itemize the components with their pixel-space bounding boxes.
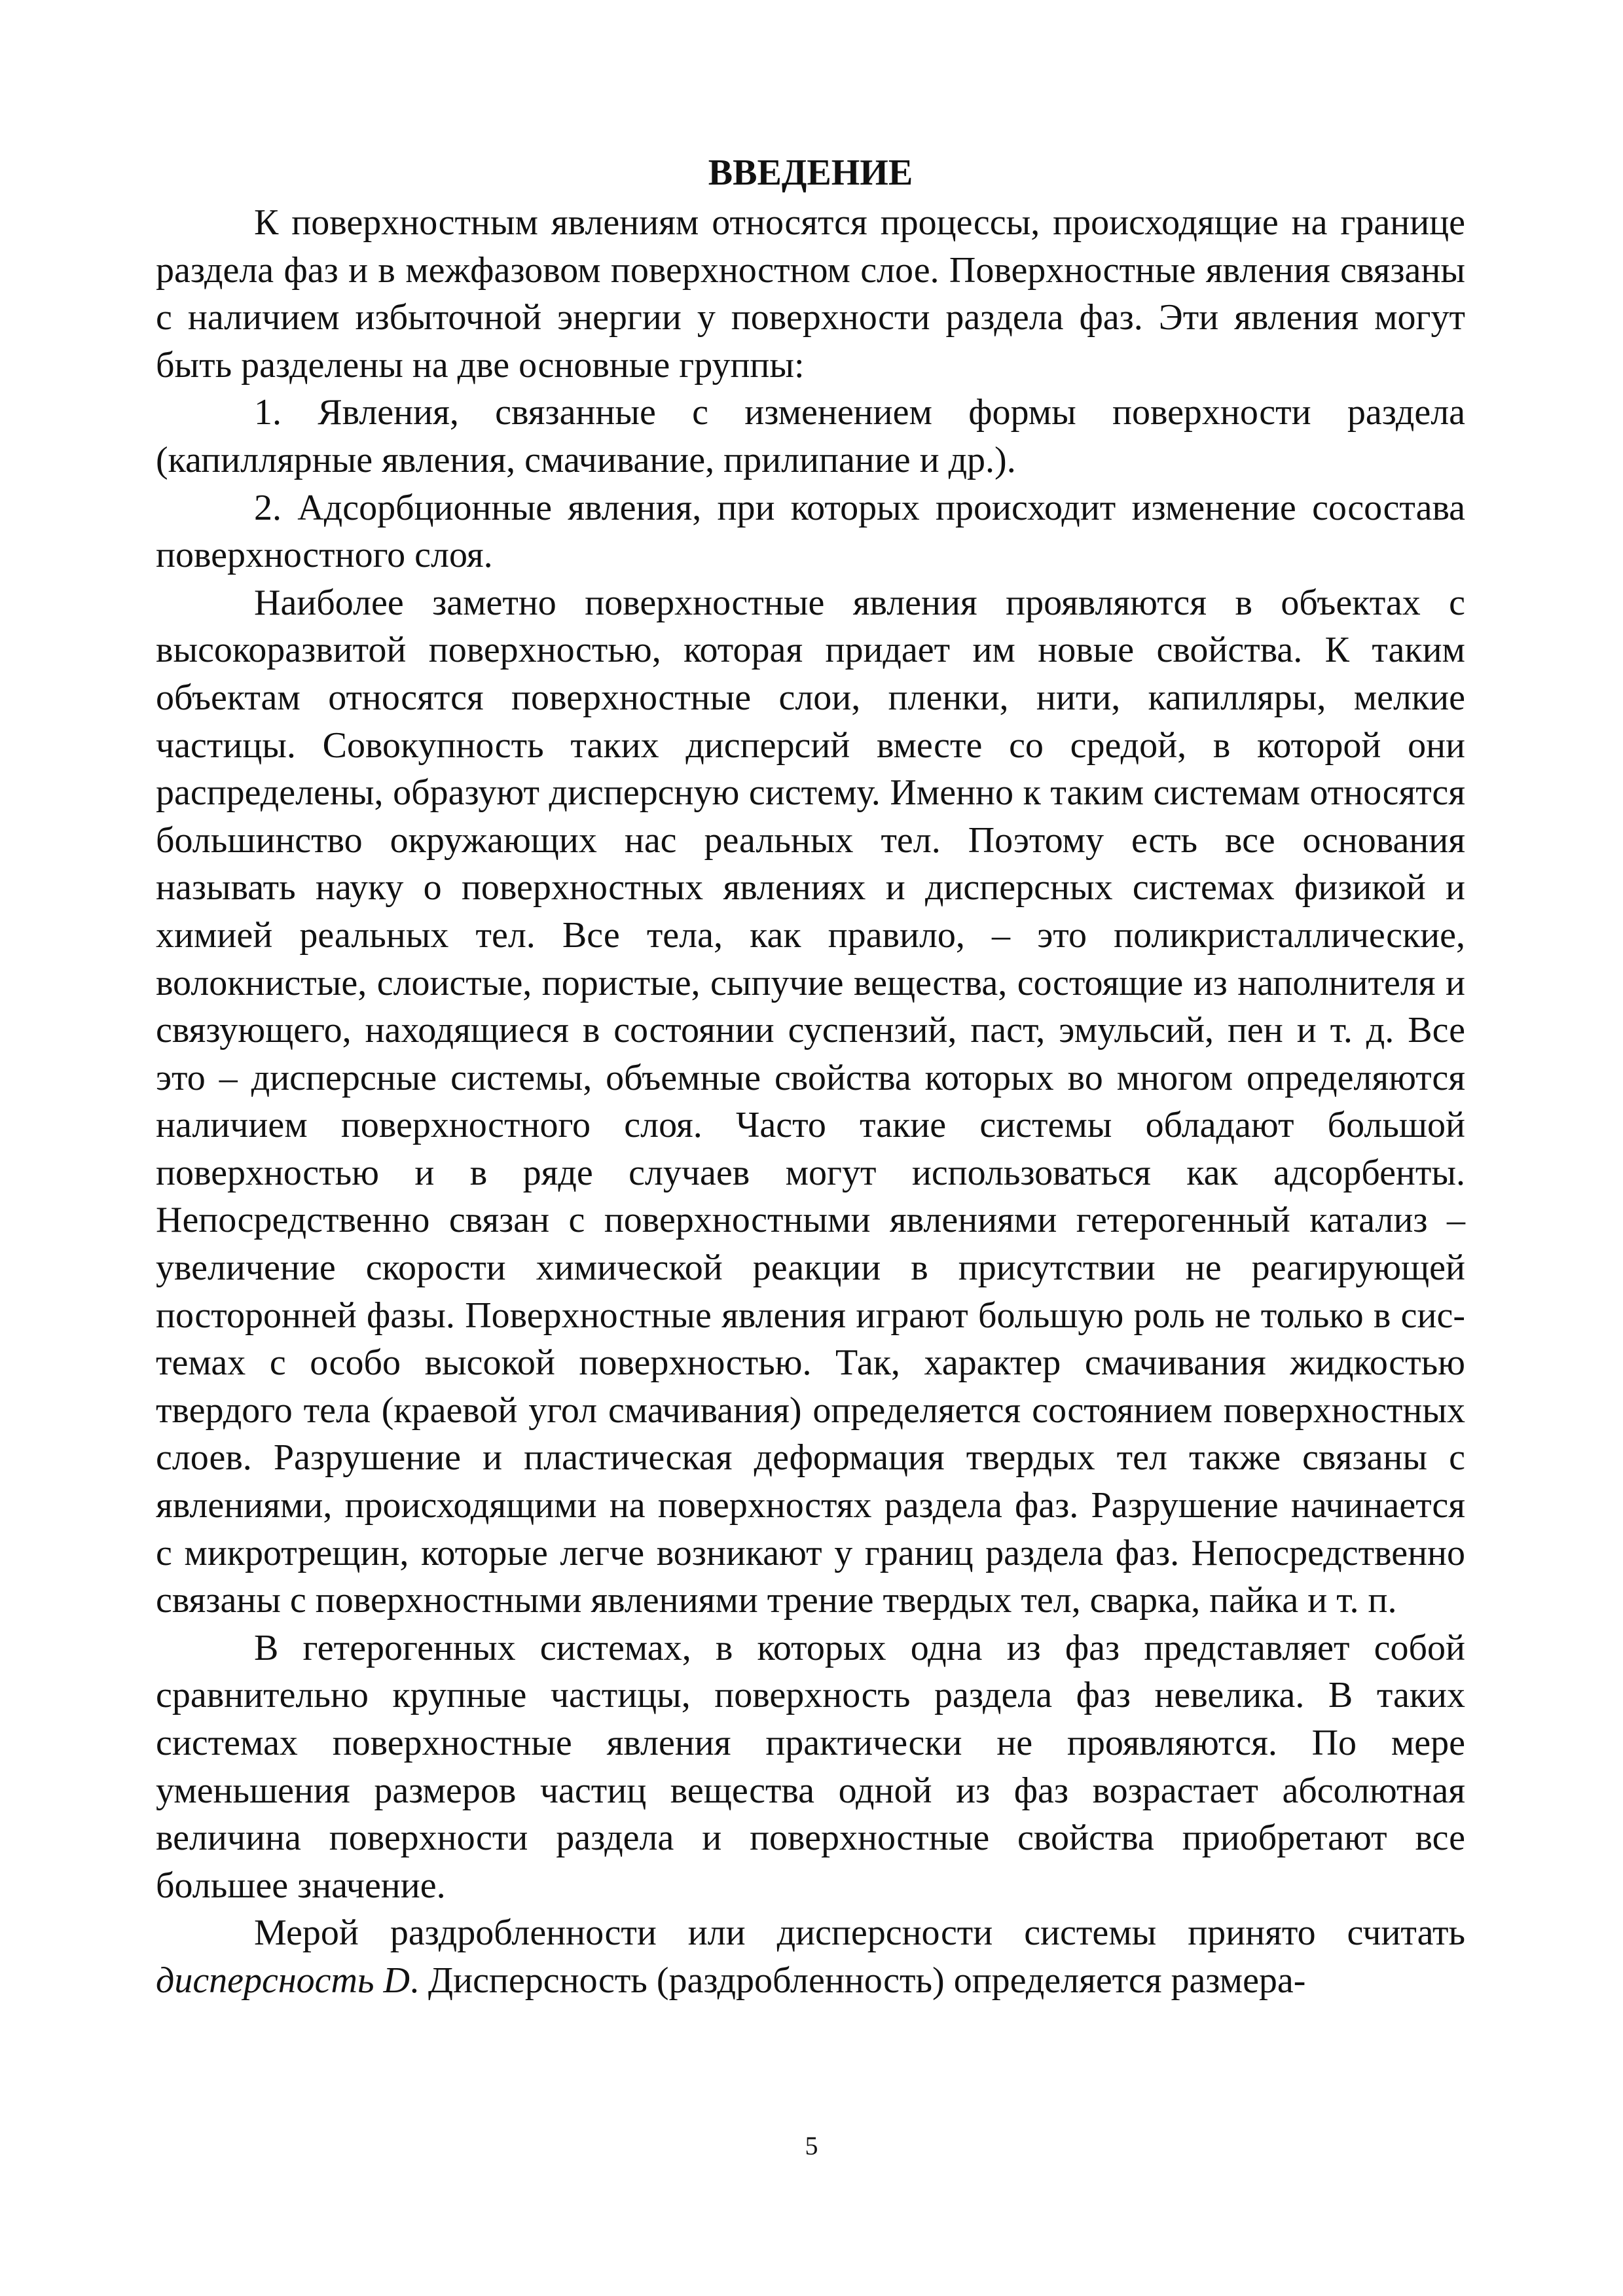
paragraph-dispersity [156, 1909, 1465, 2004]
dispersity-lead-text: Мерой раздробленности или дисперсности системы принято считать [254, 1912, 1465, 1954]
list-item-1: 1. Явления, связанные с изменением формы поверхности раздела (капиллярные явления, смачивание, прилипание и др.). [156, 392, 1465, 480]
dispersity-term: дисперсность D [156, 1960, 410, 2001]
paragraph-dispersed-systems: Наиболее заметно поверхностные явления проявляются в объектах с высокоразвитой поверхностью, которая придает им новые свойства. К таким объектам относятся поверхностные слои, пленки, нити, капилляры, мелкие частицы. Совокупность таких дисперсий вместе со средой, в которой они распределены, образуют дисперсную систему. Именно к таким системам относятся большинство окружающих нас реальных тел. Поэтому есть все основания называть науку о поверхностных явлениях и дисперсных системах физикой и химией реальных тел. Все тела, как правило, – это поликристаллические, волокнистые, слоистые, пористые, сыпучие вещества, состоящие из наполнителя и связующего, находящиеся в состоянии суспензий, паст, эмульсий, пен и т. д. Все это – дисперсные системы, объемные свойства которых во многом определяются наличием поверхностного слоя. Часто такие системы обладают большой поверхностью и в ряде случаев могут использоваться как адсорбенты. Непосредственно связан с поверхностными явлениями гетерогенный катализ – увеличение скорости химической реакции в присутствии не реагирующей посторонней фазы. Поверхностные явления играют большую роль не только в системах с особо высокой поверхностью. Так, характер смачивания жидкостью твердого тела (краевой угол смачивания) определяется состоянием поверхностных слоев. Разрушение и пластическая деформация твердых тел также связаны с явлениями, происходящими на поверхностях раздела фаз. Разрушение начинается с микротрещин, которые легче возникают у границ раздела фаз. Непосредственно связаны с поверхностными явлениями трение твердых тел, сварка, пайка и т. п. [156, 582, 1465, 1621]
page-content [156, 149, 1465, 2005]
page-number: 5 [805, 2131, 818, 2161]
dispersity-tail-text: . Дисперсность (раздробленность) определяется размера- [409, 1960, 1306, 2001]
paragraph-heterogeneous-systems: В гетерогенных системах, в которых одна из фаз представляет собой сравнительно крупные частицы, поверхность раздела фаз невелика. В таких системах поверхностные явления практически не проявляются. По мере уменьшения размеров частиц вещества одной из фаз возрастает абсолютная величина поверхности раздела и поверхностные свойства приобретают все большее значение. [156, 1627, 1465, 1906]
paragraph-intro: К поверхностным явлениям относятся процессы, происходящие на границе раздела фаз и в межфазовом поверхностном слое. Поверхностные явления связаны с наличием избыточной энергии у поверхности раздела фаз. Эти явления могут быть разделены на две основные группы: [156, 202, 1465, 386]
list-item-2: 2. Адсорбционные явления, при которых происходит изменение сосостава поверхностного слоя. [156, 487, 1465, 576]
page-title: ВВЕДЕНИЕ [708, 152, 913, 193]
